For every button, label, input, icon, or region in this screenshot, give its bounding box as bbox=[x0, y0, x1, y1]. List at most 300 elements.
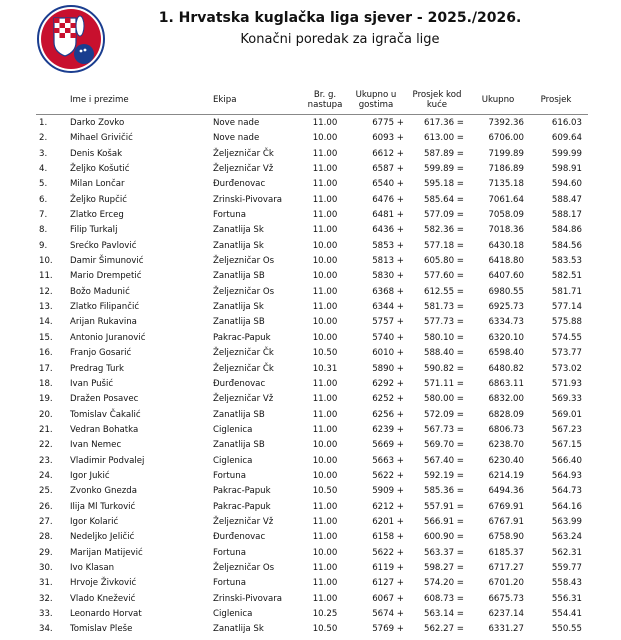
cell-games: 10.00 bbox=[312, 440, 338, 451]
cell-avg: 598.91 bbox=[551, 164, 582, 175]
cell-away: 5853 + bbox=[372, 240, 404, 251]
table-row bbox=[0, 331, 621, 346]
cell-avg: 573.77 bbox=[551, 348, 582, 359]
cell-rank: 24. bbox=[39, 470, 53, 481]
cell-total: 6863.11 bbox=[488, 378, 524, 389]
cell-home: 617.36 = bbox=[423, 118, 464, 128]
cell-away: 6010 + bbox=[372, 348, 404, 359]
cell-team: Ciglenica bbox=[213, 424, 253, 435]
cell-away: 5622 + bbox=[372, 547, 404, 558]
cell-home: 592.19 = bbox=[423, 470, 464, 481]
cell-avg: 566.40 bbox=[551, 455, 582, 466]
cell-rank: 8. bbox=[39, 225, 48, 236]
cell-rank: 3. bbox=[39, 148, 48, 159]
cell-home: 600.90 = bbox=[423, 532, 464, 543]
cell-avg: 569.33 bbox=[551, 394, 582, 405]
cell-home: 563.14 = bbox=[423, 609, 464, 619]
header-games bbox=[300, 90, 350, 110]
cell-team: Željezničar Os bbox=[213, 256, 275, 267]
cell-rank: 23. bbox=[39, 455, 53, 466]
cell-name: Vlado Knežević bbox=[70, 593, 136, 604]
cell-team: Zanatlija Sk bbox=[213, 225, 264, 236]
cell-name: Igor Kolarić bbox=[70, 516, 119, 527]
cell-home: 582.36 = bbox=[423, 225, 464, 236]
cell-rank: 4. bbox=[39, 164, 48, 175]
header-away-line1: Ukupno u bbox=[355, 90, 397, 100]
cell-home: 599.89 = bbox=[423, 164, 464, 175]
cell-rank: 14. bbox=[39, 317, 53, 328]
cell-away: 6476 + bbox=[372, 194, 404, 205]
cell-name: Antonio Juranović bbox=[70, 332, 146, 343]
cell-total: 6418.80 bbox=[488, 256, 524, 267]
cell-team: Ciglenica bbox=[213, 609, 253, 619]
cell-total: 6675.73 bbox=[488, 593, 524, 604]
header-games-line1: Br. g. bbox=[313, 90, 337, 100]
cell-rank: 25. bbox=[39, 486, 53, 497]
header-games-line2: nastupa bbox=[307, 100, 343, 110]
cell-home: 608.73 = bbox=[423, 593, 464, 604]
cell-name: Mario Drempetić bbox=[70, 271, 142, 282]
cell-team: Nove nade bbox=[213, 118, 260, 128]
cell-total: 6230.40 bbox=[488, 455, 524, 466]
cell-total: 6769.91 bbox=[488, 501, 524, 512]
cell-games: 11.00 bbox=[312, 501, 338, 512]
cell-avg: 581.71 bbox=[551, 286, 582, 297]
cell-rank: 12. bbox=[39, 286, 53, 297]
table-row bbox=[0, 193, 621, 208]
cell-name: Milan Lončar bbox=[70, 179, 125, 190]
header-home-line2: kuće bbox=[426, 100, 448, 110]
cell-home: 577.18 = bbox=[423, 240, 464, 251]
cell-games: 10.50 bbox=[312, 624, 338, 635]
cell-home: 577.09 = bbox=[423, 210, 464, 221]
cell-games: 10.00 bbox=[312, 332, 338, 343]
cell-name: Zlatko Filipančić bbox=[70, 302, 140, 313]
cell-rank: 16. bbox=[39, 348, 53, 359]
cell-total: 6925.73 bbox=[488, 302, 524, 313]
cell-home: 557.91 = bbox=[423, 501, 464, 512]
cell-total: 7135.18 bbox=[488, 179, 524, 190]
cell-home: 569.70 = bbox=[423, 440, 464, 451]
cell-name: Marijan Matijević bbox=[70, 547, 143, 558]
cell-avg: 584.86 bbox=[551, 225, 582, 236]
cell-total: 6430.18 bbox=[488, 240, 524, 251]
table-row bbox=[0, 576, 621, 591]
cell-games: 11.00 bbox=[312, 409, 338, 420]
cell-avg: 599.99 bbox=[551, 148, 582, 159]
table-row bbox=[0, 500, 621, 515]
cell-games: 11.00 bbox=[312, 164, 338, 175]
cell-away: 5830 + bbox=[372, 271, 404, 282]
cell-away: 5740 + bbox=[372, 332, 404, 343]
table-row bbox=[0, 530, 621, 545]
cell-total: 6480.82 bbox=[488, 363, 524, 374]
cell-away: 5674 + bbox=[372, 609, 404, 619]
cell-total: 6214.19 bbox=[488, 470, 524, 481]
table-row bbox=[0, 300, 621, 315]
table-row bbox=[0, 116, 621, 131]
table-row bbox=[0, 239, 621, 254]
cell-avg: 559.77 bbox=[551, 562, 582, 573]
table-row bbox=[0, 285, 621, 300]
cell-away: 5909 + bbox=[372, 486, 404, 497]
cell-rank: 20. bbox=[39, 409, 53, 420]
cell-away: 5663 + bbox=[372, 455, 404, 466]
cell-games: 11.00 bbox=[312, 225, 338, 236]
cell-rank: 9. bbox=[39, 240, 48, 251]
cell-away: 6775 + bbox=[372, 118, 404, 128]
cell-home: 585.64 = bbox=[423, 194, 464, 205]
cell-avg: 556.31 bbox=[551, 593, 582, 604]
cell-home: 566.91 = bbox=[423, 516, 464, 527]
cell-away: 6212 + bbox=[372, 501, 404, 512]
cell-avg: 567.15 bbox=[551, 440, 582, 451]
cell-team: Pakrac-Papuk bbox=[213, 332, 271, 343]
cell-avg: 567.23 bbox=[551, 424, 582, 435]
cell-away: 6127 + bbox=[372, 578, 404, 589]
header-total: Ukupno bbox=[481, 95, 515, 105]
table-row bbox=[0, 438, 621, 453]
cell-away: 6344 + bbox=[372, 302, 404, 313]
cell-total: 7061.64 bbox=[488, 194, 524, 205]
cell-team: Pakrac-Papuk bbox=[213, 501, 271, 512]
cell-total: 6598.40 bbox=[488, 348, 524, 359]
cell-games: 11.00 bbox=[312, 378, 338, 389]
cell-home: 563.37 = bbox=[423, 547, 464, 558]
cell-rank: 10. bbox=[39, 256, 53, 267]
table-row bbox=[0, 607, 621, 622]
cell-away: 6368 + bbox=[372, 286, 404, 297]
cell-games: 10.00 bbox=[312, 455, 338, 466]
cell-games: 10.00 bbox=[312, 470, 338, 481]
cell-rank: 27. bbox=[39, 516, 53, 527]
cell-avg: 564.93 bbox=[551, 470, 582, 481]
cell-games: 11.00 bbox=[312, 194, 338, 205]
cell-avg: 571.93 bbox=[551, 378, 582, 389]
table-row bbox=[0, 162, 621, 177]
cell-total: 7199.89 bbox=[488, 148, 524, 159]
cell-avg: 558.43 bbox=[551, 578, 582, 589]
cell-rank: 22. bbox=[39, 440, 53, 451]
cell-games: 11.00 bbox=[312, 578, 338, 589]
cell-games: 10.00 bbox=[312, 317, 338, 328]
cell-home: 574.20 = bbox=[423, 578, 464, 589]
cell-avg: 584.56 bbox=[551, 240, 582, 251]
cell-games: 11.00 bbox=[312, 516, 338, 527]
cell-total: 6185.37 bbox=[488, 547, 524, 558]
cell-name: Franjo Gosarić bbox=[70, 348, 132, 359]
table-row bbox=[0, 131, 621, 146]
cell-avg: 588.47 bbox=[551, 194, 582, 205]
cell-name: Arijan Rukavina bbox=[70, 317, 137, 328]
cell-avg: 582.51 bbox=[551, 271, 582, 282]
cell-home: 590.82 = bbox=[423, 363, 464, 374]
cell-away: 5622 + bbox=[372, 470, 404, 481]
table-row bbox=[0, 177, 621, 192]
cell-avg: 609.64 bbox=[551, 133, 582, 144]
cell-team: Zrinski-Pivovara bbox=[213, 194, 283, 205]
cell-avg: 562.31 bbox=[551, 547, 582, 558]
cell-home: 577.73 = bbox=[423, 317, 464, 328]
cell-home: 567.73 = bbox=[423, 424, 464, 435]
cell-away: 6587 + bbox=[372, 164, 404, 175]
cell-home: 605.80 = bbox=[423, 256, 464, 267]
cell-games: 11.00 bbox=[312, 210, 338, 221]
table-row bbox=[0, 223, 621, 238]
cell-team: Zanatlija Sk bbox=[213, 302, 264, 313]
cell-team: Fortuna bbox=[213, 578, 246, 589]
table-row bbox=[0, 592, 621, 607]
cell-rank: 17. bbox=[39, 363, 53, 374]
cell-avg: 583.53 bbox=[551, 256, 582, 267]
cell-rank: 11. bbox=[39, 271, 53, 282]
cell-rank: 30. bbox=[39, 562, 53, 573]
cell-rank: 19. bbox=[39, 394, 53, 405]
cell-total: 6767.91 bbox=[488, 516, 524, 527]
table-row bbox=[0, 561, 621, 576]
table-row bbox=[0, 408, 621, 423]
league-logo bbox=[36, 4, 106, 74]
cell-name: Denis Košak bbox=[70, 148, 123, 159]
cell-games: 10.00 bbox=[312, 271, 338, 282]
cell-team: Fortuna bbox=[213, 210, 246, 221]
cell-games: 11.00 bbox=[312, 394, 338, 405]
cell-team: Pakrac-Papuk bbox=[213, 486, 271, 497]
cell-games: 11.00 bbox=[312, 424, 338, 435]
table-row bbox=[0, 147, 621, 162]
cell-team: Đurđenovac bbox=[213, 532, 266, 543]
cell-rank: 34. bbox=[39, 624, 53, 635]
header-home-line1: Prosjek kod bbox=[412, 90, 462, 100]
cell-total: 7186.89 bbox=[488, 164, 524, 175]
cell-away: 6158 + bbox=[372, 532, 404, 543]
cell-home: 585.36 = bbox=[423, 486, 464, 497]
table-row bbox=[0, 315, 621, 330]
cell-total: 6237.14 bbox=[488, 609, 524, 619]
cell-total: 7058.09 bbox=[488, 210, 524, 221]
cell-away: 6119 + bbox=[372, 562, 404, 573]
cell-name: Srećko Pavlović bbox=[70, 240, 137, 251]
cell-total: 6832.00 bbox=[488, 394, 524, 405]
cell-name: Damir Šimunović bbox=[70, 256, 144, 267]
cell-rank: 2. bbox=[39, 133, 48, 144]
header-away bbox=[346, 90, 406, 110]
cell-total: 6806.73 bbox=[488, 424, 524, 435]
cell-team: Zrinski-Pivovara bbox=[213, 593, 283, 604]
cell-home: 587.89 = bbox=[423, 148, 464, 159]
table-body bbox=[0, 116, 621, 638]
cell-team: Nove nade bbox=[213, 133, 260, 144]
cell-games: 10.50 bbox=[312, 486, 338, 497]
cell-total: 6828.09 bbox=[488, 409, 524, 420]
cell-rank: 6. bbox=[39, 194, 48, 205]
cell-rank: 1. bbox=[39, 118, 48, 128]
cell-rank: 32. bbox=[39, 593, 53, 604]
cell-name: Hrvoje Živković bbox=[70, 578, 137, 589]
cell-away: 5890 + bbox=[372, 363, 404, 374]
cell-home: 612.55 = bbox=[423, 286, 464, 297]
cell-total: 6494.36 bbox=[488, 486, 524, 497]
header-away-line2: gostima bbox=[358, 100, 394, 110]
cell-team: Željezničar Vž bbox=[213, 516, 274, 527]
cell-avg: 588.17 bbox=[551, 210, 582, 221]
header-name: Ime i prezime bbox=[70, 95, 129, 105]
cell-rank: 33. bbox=[39, 609, 53, 619]
cell-total: 6701.20 bbox=[488, 578, 524, 589]
table-row bbox=[0, 469, 621, 484]
cell-name: Ivo Klasan bbox=[70, 562, 115, 573]
cell-name: Filip Turkalj bbox=[70, 225, 118, 236]
cell-team: Đurđenovac bbox=[213, 378, 266, 389]
cell-avg: 616.03 bbox=[551, 118, 582, 128]
header-team: Ekipa bbox=[213, 95, 237, 105]
cell-name: Tomislav Pleše bbox=[70, 624, 133, 635]
cell-name: Mihael Grivičić bbox=[70, 133, 133, 144]
cell-away: 6292 + bbox=[372, 378, 404, 389]
header-home bbox=[408, 90, 466, 110]
cell-name: Darko Zovko bbox=[70, 118, 125, 128]
header-avg: Prosjek bbox=[540, 95, 572, 105]
table-row bbox=[0, 423, 621, 438]
cell-home: 577.60 = bbox=[423, 271, 464, 282]
cell-away: 5813 + bbox=[372, 256, 404, 267]
cell-team: Zanatlija SB bbox=[213, 440, 265, 451]
cell-avg: 564.73 bbox=[551, 486, 582, 497]
cell-away: 5769 + bbox=[372, 624, 404, 635]
cell-games: 11.00 bbox=[312, 179, 338, 190]
cell-home: 595.18 = bbox=[423, 179, 464, 190]
cell-team: Fortuna bbox=[213, 470, 246, 481]
cell-away: 6252 + bbox=[372, 394, 404, 405]
cell-games: 10.25 bbox=[312, 609, 338, 619]
cell-home: 580.00 = bbox=[423, 394, 464, 405]
cell-name: Ivan Pušić bbox=[70, 378, 114, 389]
cell-games: 11.00 bbox=[312, 302, 338, 313]
cell-name: Ivan Nemec bbox=[70, 440, 122, 451]
table-row bbox=[0, 208, 621, 223]
cell-total: 6331.27 bbox=[488, 624, 524, 635]
cell-name: Božo Madunić bbox=[70, 286, 130, 297]
cell-team: Zanatlija SB bbox=[213, 271, 265, 282]
cell-name: Predrag Turk bbox=[70, 363, 125, 374]
cell-home: 567.40 = bbox=[423, 455, 464, 466]
cell-rank: 5. bbox=[39, 179, 48, 190]
table-row bbox=[0, 454, 621, 469]
cell-team: Željezničar Čk bbox=[213, 363, 274, 374]
cell-home: 572.09 = bbox=[423, 409, 464, 420]
cell-team: Ciglenica bbox=[213, 455, 253, 466]
cell-home: 613.00 = bbox=[423, 133, 464, 144]
cell-rank: 15. bbox=[39, 332, 53, 343]
page-subtitle: Konačni poredak za igrača lige bbox=[240, 32, 440, 47]
page-title: 1. Hrvatska kuglačka liga sjever - 2025./2026. bbox=[158, 10, 522, 26]
cell-name: Dražen Posavec bbox=[70, 394, 139, 405]
cell-avg: 574.55 bbox=[551, 332, 582, 343]
standings-table bbox=[0, 84, 621, 638]
cell-away: 6256 + bbox=[372, 409, 404, 420]
table-row bbox=[0, 377, 621, 392]
cell-total: 6717.27 bbox=[488, 562, 524, 573]
table-row bbox=[0, 269, 621, 284]
cell-total: 7392.36 bbox=[488, 118, 524, 128]
cell-total: 6706.00 bbox=[488, 133, 524, 144]
cell-games: 11.00 bbox=[312, 118, 338, 128]
cell-home: 580.10 = bbox=[423, 332, 464, 343]
cell-name: Željko Košutić bbox=[70, 164, 130, 175]
cell-total: 6407.60 bbox=[488, 271, 524, 282]
cell-total: 6320.10 bbox=[488, 332, 524, 343]
cell-away: 6612 + bbox=[372, 148, 404, 159]
table-row bbox=[0, 546, 621, 561]
cell-home: 571.11 = bbox=[423, 378, 464, 389]
cell-avg: 563.24 bbox=[551, 532, 582, 543]
cell-away: 6436 + bbox=[372, 225, 404, 236]
cell-team: Zanatlija SB bbox=[213, 317, 265, 328]
cell-name: Igor Jukić bbox=[70, 470, 110, 481]
cell-avg: 550.55 bbox=[551, 624, 582, 635]
cell-games: 11.00 bbox=[312, 532, 338, 543]
cell-total: 6980.55 bbox=[488, 286, 524, 297]
cell-team: Đurđenovac bbox=[213, 179, 266, 190]
cell-team: Željezničar Čk bbox=[213, 148, 274, 159]
cell-team: Fortuna bbox=[213, 547, 246, 558]
table-row bbox=[0, 346, 621, 361]
cell-rank: 26. bbox=[39, 501, 53, 512]
cell-home: 588.40 = bbox=[423, 348, 464, 359]
cell-rank: 18. bbox=[39, 378, 53, 389]
cell-avg: 564.16 bbox=[551, 501, 582, 512]
table-row bbox=[0, 622, 621, 637]
cell-name: Nedeljko Jeličić bbox=[70, 532, 135, 543]
cell-games: 11.00 bbox=[312, 148, 338, 159]
cell-team: Željezničar Vž bbox=[213, 164, 274, 175]
cell-team: Zanatlija Sk bbox=[213, 240, 264, 251]
cell-total: 6238.70 bbox=[488, 440, 524, 451]
cell-name: Zlatko Erceg bbox=[70, 210, 124, 221]
cell-rank: 21. bbox=[39, 424, 53, 435]
cell-games: 11.00 bbox=[312, 286, 338, 297]
table-row bbox=[0, 515, 621, 530]
cell-team: Zanatlija Sk bbox=[213, 624, 264, 635]
cell-away: 6093 + bbox=[372, 133, 404, 144]
cell-home: 562.27 = bbox=[423, 624, 464, 635]
cell-avg: 563.99 bbox=[551, 516, 582, 527]
cell-away: 6239 + bbox=[372, 424, 404, 435]
table-row bbox=[0, 254, 621, 269]
cell-rank: 13. bbox=[39, 302, 53, 313]
header-divider bbox=[36, 114, 588, 115]
cell-rank: 28. bbox=[39, 532, 53, 543]
cell-name: Vedran Bohatka bbox=[70, 424, 139, 435]
cell-total: 6758.90 bbox=[488, 532, 524, 543]
table-row bbox=[0, 362, 621, 377]
cell-name: Vladimir Podvalej bbox=[70, 455, 145, 466]
table-row bbox=[0, 484, 621, 499]
cell-name: Leonardo Horvat bbox=[70, 609, 142, 619]
table-row bbox=[0, 392, 621, 407]
cell-name: Tomislav Čakalić bbox=[70, 409, 141, 420]
cell-team: Željezničar Os bbox=[213, 286, 275, 297]
cell-games: 10.00 bbox=[312, 256, 338, 267]
cell-team: Željezničar Os bbox=[213, 562, 275, 573]
cell-away: 6201 + bbox=[372, 516, 404, 527]
cell-rank: 29. bbox=[39, 547, 53, 558]
cell-away: 5757 + bbox=[372, 317, 404, 328]
table-header bbox=[0, 84, 621, 116]
cell-games: 10.50 bbox=[312, 348, 338, 359]
cell-rank: 31. bbox=[39, 578, 53, 589]
cell-away: 6067 + bbox=[372, 593, 404, 604]
